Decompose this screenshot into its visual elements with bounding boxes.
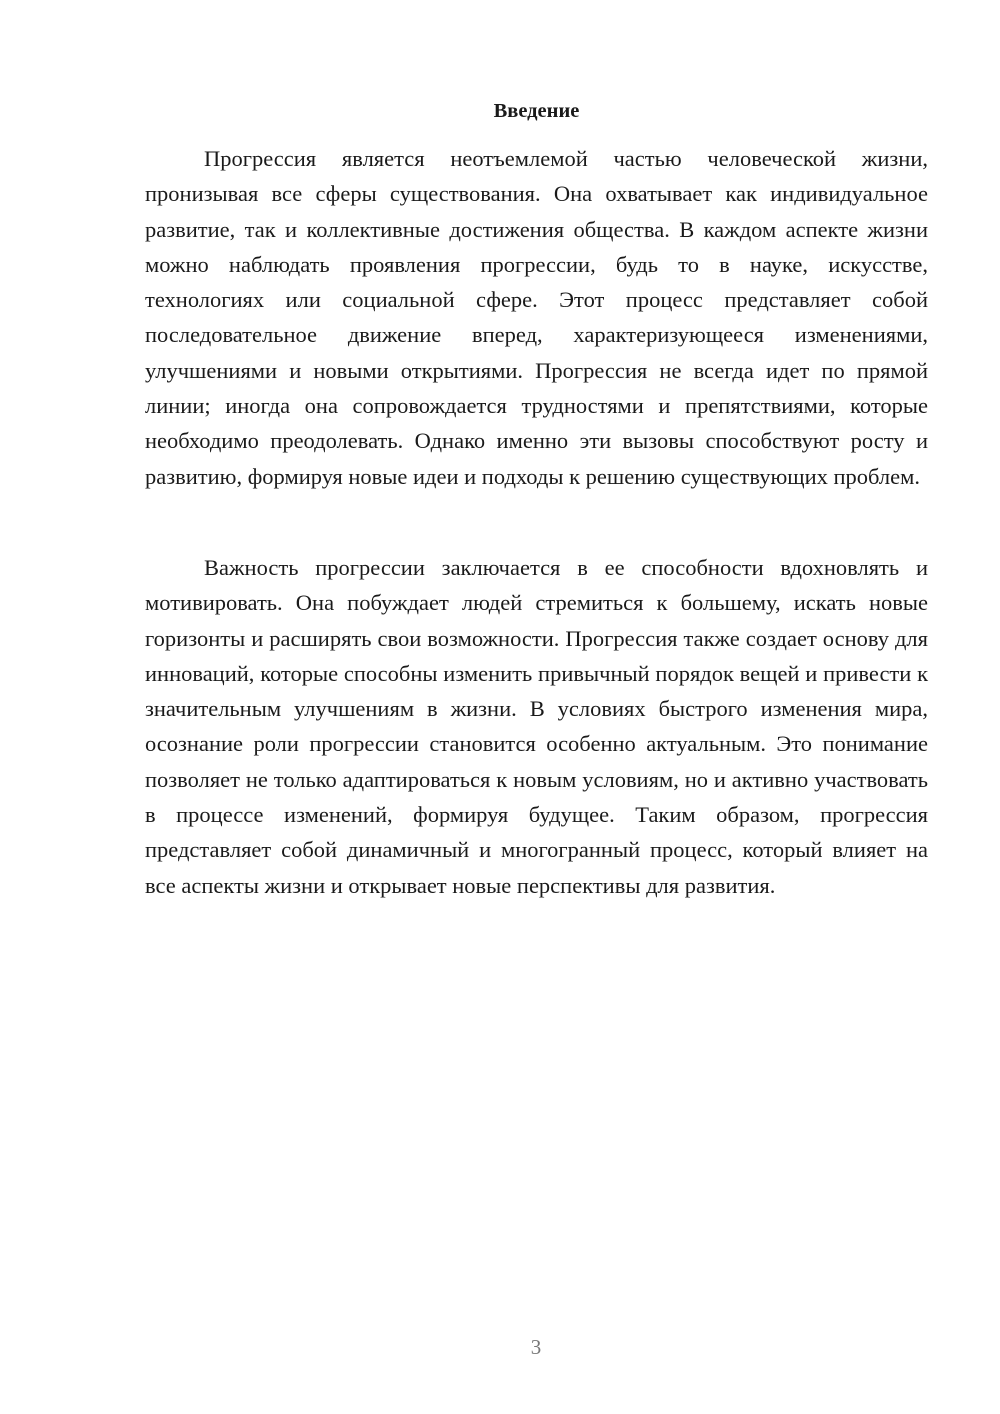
- page-title: Введение: [493, 100, 580, 122]
- page-number: 3: [530, 1335, 542, 1359]
- paragraph-2: Важность прогрессии заключается в ее способности вдохновлять и мотивировать. Она побуждает людей стремиться к большему, искать новые горизонты и расширять свои возможности. Прогрессия также создает основу для инноваций, которые способны изменить привычный порядок вещей и привести к значительным улучшениям в жизни. В условиях быстрого изменения мира, осознание роли прогрессии становится особенно актуальным. Это понимание позволяет не только адаптироваться к новым условиям, но и активно участвовать в процессе изменений, формируя будущее. Таким образом, прогрессия представляет собой динамичный и многогранный процесс, который влияет на все аспекты жизни и открывает новые перспективы для развития.: [145, 555, 928, 898]
- paragraph-1: Прогрессия является неотъемлемой частью человеческой жизни, пронизывая все сферы существования. Она охватывает как индивидуальное развитие, так и коллективные достижения общества. В каждом аспекте жизни можно наблюдать проявления прогрессии, будь то в науке, искусстве, технологиях или социальной сфере. Этот процесс представляет собой последовательное движение вперед, характеризующееся изменениями, улучшениями и новыми открытиями. Прогрессия не всегда идет по прямой линии; иногда она сопровождается трудностями и препятствиями, которые необходимо преодолевать. Однако именно эти вызовы способствуют росту и развитию, формируя новые идеи и подходы к решению существующих проблем.: [145, 146, 928, 489]
